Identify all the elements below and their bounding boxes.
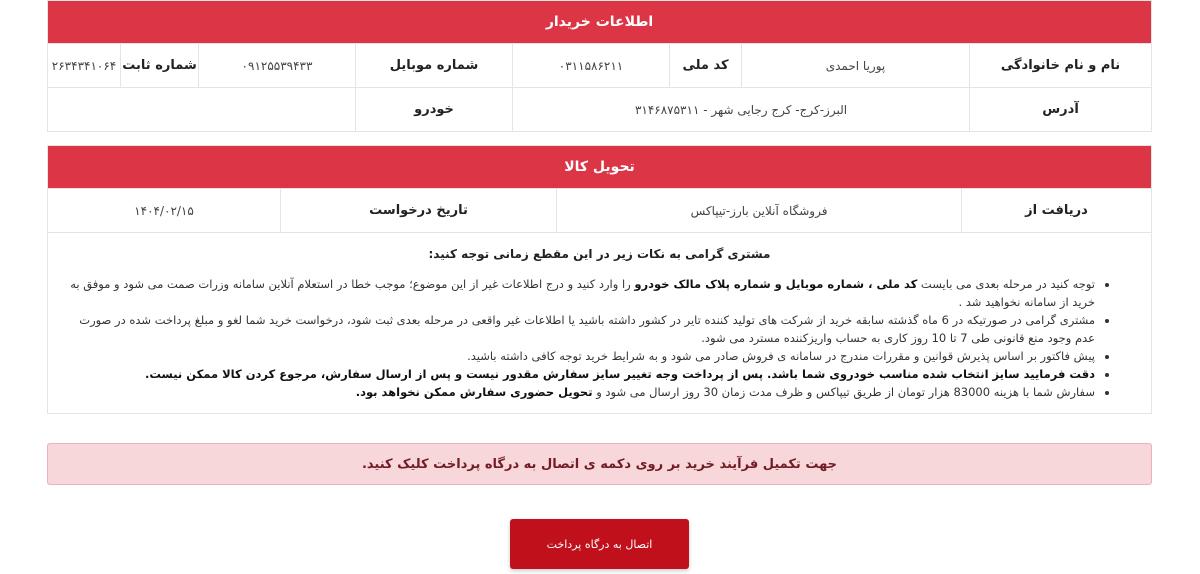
vehicle-label: خودرو (355, 88, 512, 131)
list-item (66, 383, 1095, 401)
list-item (66, 275, 1095, 311)
notes-title: مشتری گرامی به نکات زیر در این مقطع زمانی توجه کنید: (428, 247, 771, 261)
buyer-info-panel (47, 0, 1152, 132)
phone-value: ۲۶۳۴۳۴۱۰۶۴ (51, 58, 117, 73)
phone-label: شماره ثابت (120, 44, 198, 87)
national-code-value: ۰۳۱۱۵۸۶۲۱۱ (512, 44, 669, 87)
payment-gateway-button[interactable]: اتصال به درگاه پرداخت (510, 519, 689, 569)
delivery-title: تحویل کالا (48, 146, 1151, 188)
note-bold-text: کد ملی ، شماره موبایل و شماره پلاک مالک خودرو (634, 277, 918, 291)
buyer-name-label: نام و نام خانوادگی (969, 44, 1151, 87)
request-date-label: تاریخ درخواست (280, 189, 556, 232)
mobile-label: شماره موبایل (355, 44, 512, 87)
request-date-value: ۱۴۰۴/۰۲/۱۵ (134, 203, 194, 218)
list-item: • پیش فاکتور بر اساس پذیرش قوانین و مقررات مندرج در سامانه ی فروش صادر می شود و به شرایط خرید توجه کافی داشته باشید. (66, 347, 1095, 365)
notes-list (66, 275, 1133, 401)
national-code-label: کد ملی (669, 44, 741, 87)
receive-from-value: فروشگاه آنلاین بارز-تیپاکس (556, 189, 961, 232)
receive-from-label: دریافت از (961, 189, 1151, 232)
list-item: • مشتری گرامی در صورتیکه در 6 ماه گذشته سابقه خرید از شرکت های تولید کننده تایر در کشور داشته باشید یا اطلاعات غیر واقعی در مرحله بعدی ثبت شود، درخواست خرید شما لغو و مبلغ پرداخت شده در صورت عدم وجود منع قانونی طی 7 تا 10 روز کاری به حساب واریزکننده مسترد می شود. (66, 311, 1095, 347)
buyer-info-title: اطلاعات خریدار (48, 1, 1151, 43)
vehicle-value (48, 88, 355, 131)
note-bold-text: تحویل حضوری سفارش ممکن نخواهد بود. (355, 385, 593, 399)
delivery-panel (47, 145, 1152, 414)
buyer-name-value: پوریا احمدی (741, 44, 969, 87)
payment-instruction-alert: جهت تکمیل فرآیند خرید بر روی دکمه ی اتصال به درگاه پرداخت کلیک کنید. (47, 443, 1152, 485)
list-item (66, 365, 1095, 383)
note-text: را وارد کنید و درج اطلاعات غیر از این موضوع؛ موجب خطا در استعلام آنلاین سامانه وزرات صمت می شود و موفق به خرید از سامانه نخواهید شد . (70, 277, 1095, 309)
address-value: البرز-کرج- کرج رجایی شهر - ۳۱۴۶۸۷۵۳۱۱ (512, 88, 969, 131)
note-text: سفارش شما با هزینه 83000 هزار تومان از طریق تیپاکس و ظرف مدت زمان 30 روز ارسال می شود و (592, 385, 1095, 399)
note-text: توجه کنید در مرحله بعدی می بایست (917, 277, 1095, 291)
note-bold-text: دقت فرمایید سایز انتخاب شده مناسب خودروی شما باشد. پس از پرداخت وجه تغییر سایز سفارش مقدور نیست و پس از ارسال سفارش، مرجوع کردن کالا ممکن نیست. (144, 367, 1095, 381)
notes-section (48, 232, 1151, 413)
mobile-value: ۰۹۱۲۵۵۳۹۴۳۳ (198, 44, 355, 87)
address-label: آدرس (969, 88, 1151, 131)
